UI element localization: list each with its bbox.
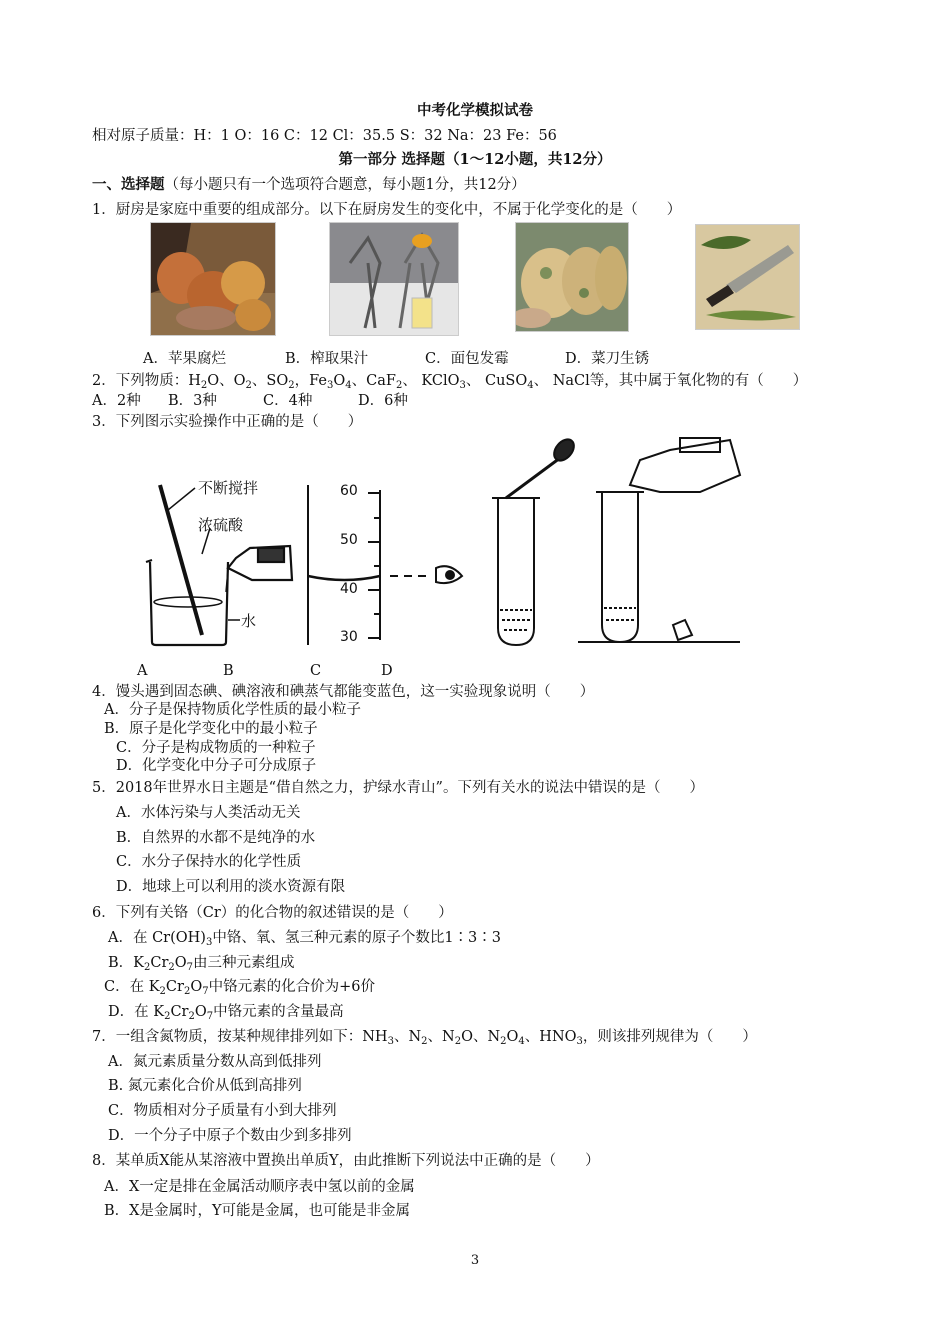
q2-option-d: D．6种 (358, 393, 408, 409)
q7-option-c: C．物质相对分子质量有小到大排列 (108, 1103, 337, 1119)
q4-option-b: B．原子是化学变化中的最小粒子 (104, 721, 318, 737)
q8-option-a: A．X一定是排在金属活动顺序表中氢以前的金属 (104, 1179, 415, 1195)
figure-b (308, 485, 462, 645)
part-heading: 第一部分 选择题（1～12小题，共12分） (338, 151, 612, 168)
q7-option-b: B. 氮元素化合价从低到高排列 (108, 1078, 302, 1094)
figure-c (492, 436, 578, 645)
tick-50: 50 (340, 532, 358, 548)
apple-photo (150, 222, 276, 336)
q5-option-d: D．地球上可以利用的淡水资源有限 (116, 879, 346, 895)
acid-label: 浓硫酸 (198, 516, 244, 534)
q2-stem-suffix: 等，其中属于氧化物的有（ ） (589, 373, 808, 389)
q1-option-b: B．榨取果汁 (285, 351, 369, 367)
q8-option-b: B．X是金属时，Y可能是金属，也可能是非金属 (104, 1203, 411, 1219)
q3-stem: 3．下列图示实验操作中正确的是（ ） (92, 414, 363, 430)
q2-option-b: B．3种 (168, 393, 217, 409)
q6-option-c-text: 中铬元素的化合价为+6价 (208, 979, 375, 995)
q7-stem-prefix: 7．一组含氮物质，按某种规律排列如下： (92, 1029, 363, 1045)
q8-stem: 8．某单质X能从某溶液中置换出单质Y，由此推断下列说法中正确的是（ ） (92, 1153, 600, 1169)
q4-option-c: C．分子是构成物质的一种粒子 (116, 740, 316, 756)
lab-figure (140, 430, 760, 655)
figure-d (578, 438, 740, 642)
q2-stem: 2．下列物质：$H_2O$、$O_2$、$SO_2$，$Fe_3O_4$、CaF$_2$、 KClO$_3$、 CuSO$_4$、 NaCl等，其中属于氧化物的有（ ） (92, 373, 808, 391)
q3-option-b: B (223, 663, 234, 679)
q3-option-a: A (137, 663, 148, 679)
q4-option-d: D．化学变化中分子可分成原子 (116, 758, 317, 774)
q1-stem: 1．厨房是家庭中重要的组成部分。以下在厨房发生的变化中，不属于化学变化的是（ ） (92, 202, 682, 218)
q2-option-c: C．4种 (263, 393, 313, 409)
q5-option-b: B．自然界的水都不是纯净的水 (116, 830, 316, 846)
section-title: 一、选择题 (92, 176, 165, 193)
water-label: 水 (241, 612, 257, 630)
q4-stem: 4．馒头遇到固态碘、碘溶液和碘蒸气都能变蓝色，这一实验现象说明（ ） (92, 684, 595, 700)
q4-option-a: A．分子是保持物质化学性质的最小粒子 (104, 702, 361, 718)
stir-label: 不断搅拌 (198, 479, 259, 497)
q7-stem: 7．一组含氮物质，按某种规律排列如下：$NH_3$、$N_2$、$N_2O$、$N_2O_4$、$HNO_3$，则该排列规律为（ ） (92, 1029, 757, 1047)
juicer-photo (329, 222, 459, 336)
q6-stem: 6．下列有关铬（Cr）的化合物的叙述错误的是（ ） (92, 905, 453, 921)
section-heading (92, 175, 526, 195)
q6-option-b-text: 由三种元素组成 (193, 955, 295, 971)
tick-40: 40 (340, 581, 358, 597)
q1-option-d: D．菜刀生锈 (565, 351, 650, 367)
q6-option-c: C．在 $K_2Cr_2O_7$中铬元素的化合价为+6价 (104, 979, 375, 997)
q7-option-d: D．一个分子中原子个数由少到多排列 (108, 1128, 352, 1144)
q2-option-a: A．2种 (92, 393, 141, 409)
q7-option-a: A．氮元素质量分数从高到低排列 (108, 1054, 322, 1070)
q5-option-c: C．水分子保持水的化学性质 (116, 854, 302, 870)
page-title: 中考化学模拟试卷 (417, 102, 533, 119)
tick-30: 30 (340, 629, 358, 645)
page-number: 3 (470, 1253, 480, 1268)
q6-option-d: D．在 $K_2Cr_2O_7$中铬元素的含量最高 (108, 1004, 344, 1022)
q5-option-a: A．水体污染与人类活动无关 (116, 805, 301, 821)
q5-stem: 5．2018年世界水日主题是“借自然之力，护绿水青山”。下列有关水的说法中错误的是（ ） (92, 780, 704, 796)
atomic-masses: 相对原子质量：H：1 O：16 C：12 Cl：35.5 S：32 Na：23 Fe：56 (92, 128, 557, 144)
figure-a (146, 485, 292, 645)
section-note: （每小题只有一个选项符合题意，每小题1分，共12分） (164, 177, 526, 193)
q6-option-d-text: 中铬元素的含量最高 (213, 1004, 344, 1020)
q1-option-c: C．面包发霉 (425, 351, 509, 367)
q6-option-a-text: 中铬、氧、氢三种元素的原子个数比1∶3∶3 (212, 930, 502, 946)
q7-stem-suffix: ，则该排列规律为（ ） (582, 1029, 757, 1045)
bread-photo (515, 222, 629, 332)
tick-60: 60 (340, 483, 358, 499)
q3-option-c: C (310, 663, 322, 679)
q6-option-a: A．在 $Cr(OH)_3$中铬、氧、氢三种元素的原子个数比1∶3∶3 (108, 930, 502, 948)
q1-option-a: A．苹果腐烂 (143, 351, 226, 367)
q3-option-d: D (381, 663, 393, 679)
q6-option-b: B．$K_2Cr_2O_7$由三种元素组成 (108, 955, 295, 973)
q2-stem-prefix: 2．下列物质： (92, 373, 189, 389)
knife-photo (695, 224, 800, 330)
